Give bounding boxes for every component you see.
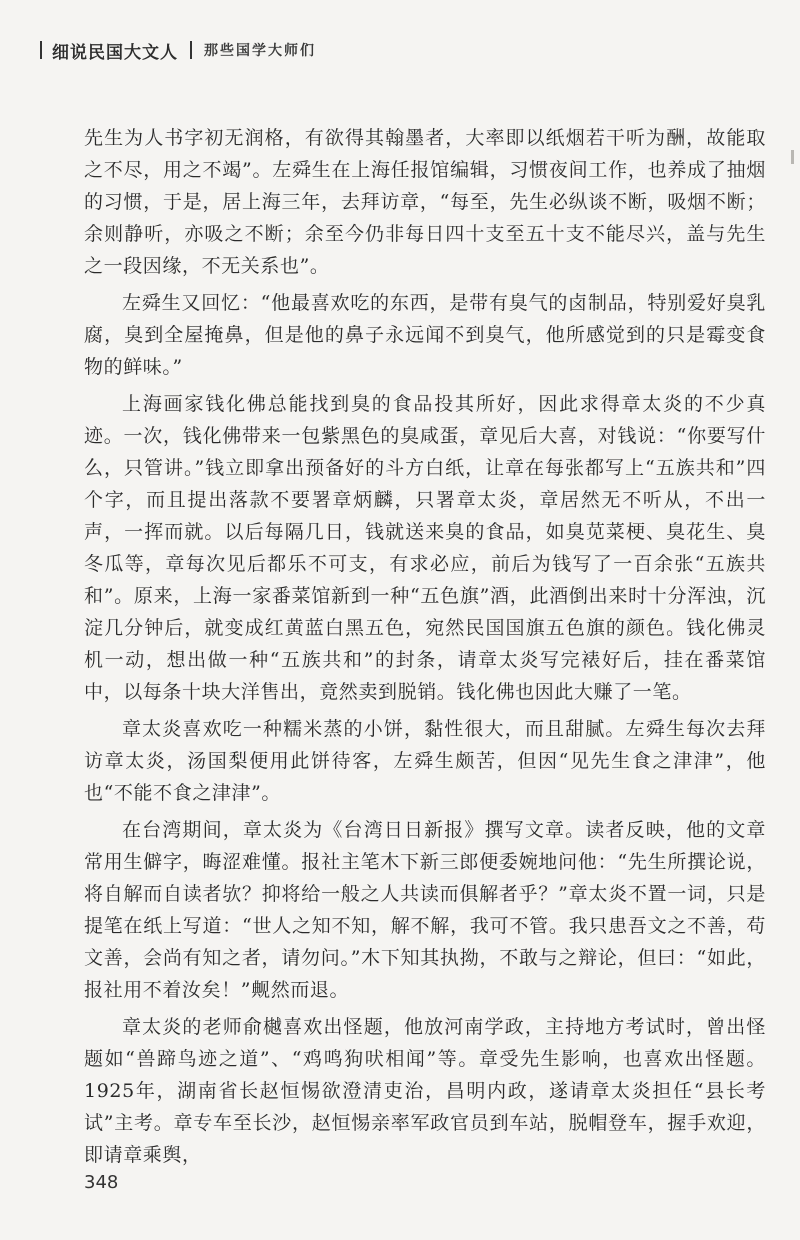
- paragraph-3: 上海画家钱化佛总能找到臭的食品投其所好，因此求得章太炎的不少真迹。一次，钱化佛带来一包紫黑色的臭咸蛋，章见后大喜，对钱说：“你要写什么，只管讲。”钱立即拿出预备好的斗方白纸，让章在每张都写上“五族共和”四个字，而且提出落款不要署章炳麟，只署章太炎，章居然无不听从，不出一声，一挥而就。以后每隔几日，钱就送来臭的食品，如臭苋菜梗、臭花生、臭冬瓜等，章每次见后都乐不可支，有求必应，前后为钱写了一百余张“五族共和”。原来，上海一家番菜馆新到一种“五色旗”酒，此酒倒出来时十分浑浊，沉淀几分钟后，就变成红黄蓝白黑五色，宛然民国国旗五色旗的颜色。钱化佛灵机一动，想出做一种“五族共和”的封条，请章太炎写完裱好后，挂在番菜馆中，以每条十块大洋售出，竟然卖到脱销。钱化佛也因此大赚了一笔。: [84, 393, 766, 703]
- header-divider-left: [40, 41, 42, 59]
- series-title: 那些国学大师们: [204, 43, 316, 59]
- page-edge-mark: [791, 150, 794, 164]
- paragraph-2: 左舜生又回忆：“他最喜欢吃的东西，是带有臭气的卤制品，特别爱好臭乳腐，臭到全屋掩鼻，但是他的鼻子永远闻不到臭气，他所感觉到的只是霉变食物的鲜味。”: [84, 292, 766, 378]
- paragraph-6: 章太炎的老师俞樾喜欢出怪题，他放河南学政，主持地方考试时，曾出怪题如“兽蹄鸟迹之道”、“鸡鸣狗吠相闻”等。章受先生影响，也喜欢出怪题。1925年，湖南省长赵恒惕欲澄清吏治，昌明内政，遂请章太炎担任“县长考试”主考。章专车至长沙，赵恒惕亲率军政官员到车站，脱帽登车，握手欢迎，即请章乘舆，: [84, 1016, 766, 1166]
- book-title: 细说民国大文人: [52, 42, 178, 63]
- paragraph-5: 在台湾期间，章太炎为《台湾日日新报》撰写文章。读者反映，他的文章常用生僻字，晦涩难懂。报社主笔木下新三郎便委婉地问他：“先生所撰论说，将自解而自读者欤？抑将给一般之人共读而俱解者乎？”章太炎不置一词，只是提笔在纸上写道：“世人之知不知，解不解，我可不管。我只患吾文之不善，苟文善，会尚有知之者，请勿问。”木下知其执拗，不敢与之辩论，但曰：“如此，报社用不着汝矣！”觍然而退。: [84, 819, 766, 1001]
- header-divider-middle: [190, 41, 192, 59]
- page-number: 348: [84, 1172, 119, 1193]
- paragraph-4: 章太炎喜欢吃一种糯米蒸的小饼，黏性很大，而且甜腻。左舜生每次去拜访章太炎，汤国梨便用此饼待客，左舜生颇苦，但因“见先生食之津津”，他也“不能不食之津津”。: [84, 718, 766, 804]
- body-text: [84, 122, 766, 1176]
- paragraph-1: 先生为人书字初无润格，有欲得其翰墨者，大率即以纸烟若干听为酬，故能取之不尽，用之不竭”。左舜生在上海任报馆编辑，习惯夜间工作，也养成了抽烟的习惯，于是，居上海三年，去拜访章，“每至，先生必纵谈不断，吸烟不断；余则静听，亦吸之不断；余至今仍非每日四十支至五十支不能尽兴，盖与先生之一段因缘，不无关系也”。: [84, 127, 766, 277]
- running-header: [40, 38, 316, 62]
